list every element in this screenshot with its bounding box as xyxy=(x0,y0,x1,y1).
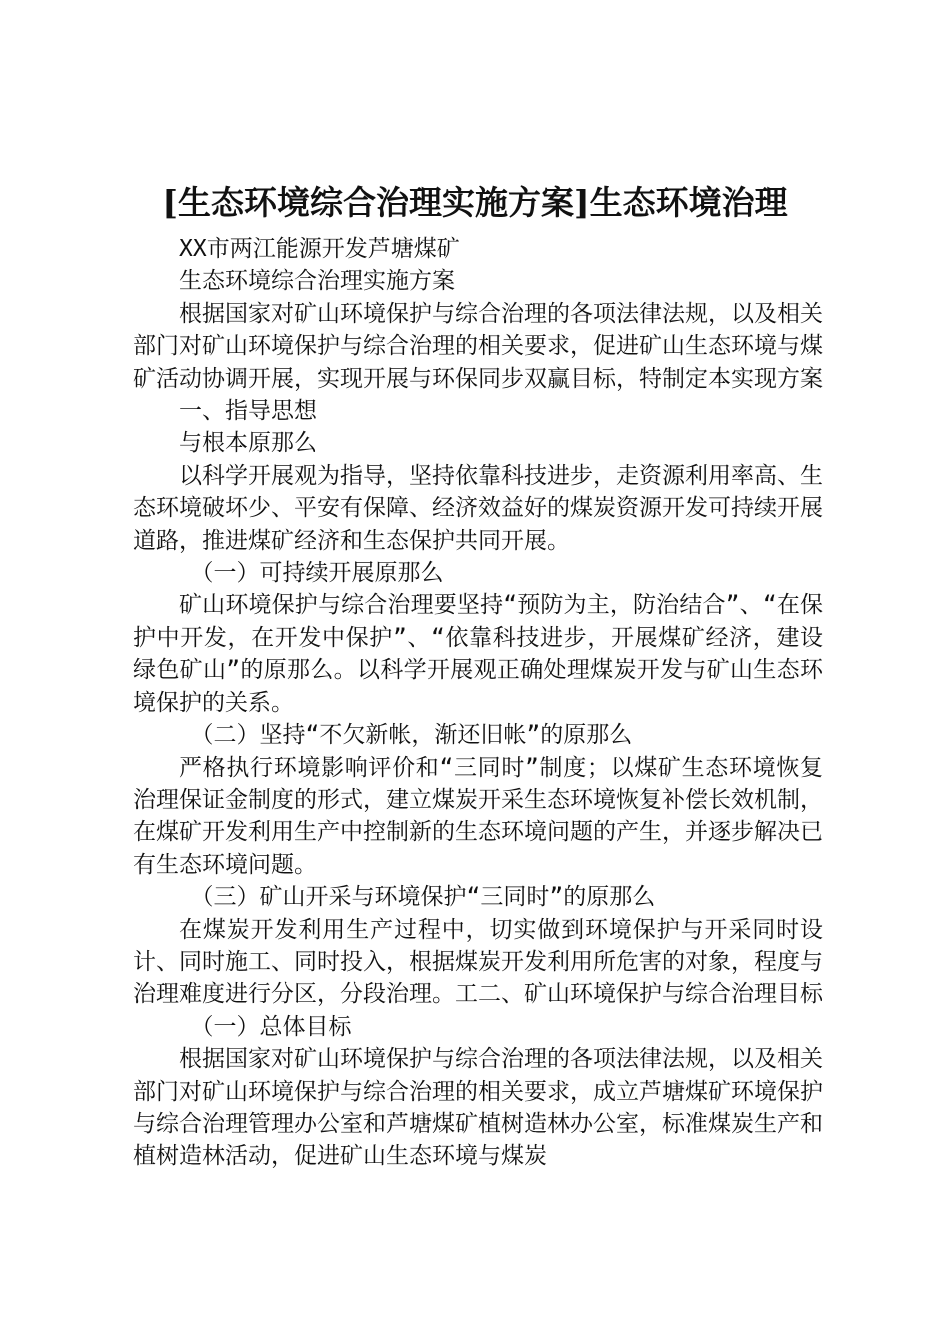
paragraph-three-simultaneous-principle: 在煤炭开发利用生产过程中，切实做到环境保护与开采同时设计、同时施工、同时投入，根据煤炭开发利用所危害的对象，程度与治理难度进行分区，分段治理。工二、矿山环境保护与综合治理目标 xyxy=(133,916,823,1008)
document-body xyxy=(133,233,823,1173)
paragraph-company-name: XX市两江能源开发芦塘煤矿 xyxy=(179,236,460,262)
paragraph-guiding-thought: 以科学开展观为指导，坚持依靠科技进步，走资源利用率高、生态环境破坏少、平安有保障、经济效益好的煤炭资源开发可持续开展道路，推进煤矿经济和生态保护共同开展。 xyxy=(133,462,823,554)
paragraph-sustainable-principle: 矿山环境保护与综合治理要坚持“预防为主，防治结合”、“在保护中开发，在开发中保护”、“依靠科技进步，开展煤矿经济，建设绿色矿山”的原那么。以科学开展观正确处理煤炭开发与矿山生态环境保护的关系。 xyxy=(133,592,823,716)
heading-sustainable-principle: （一）可持续开展原那么 xyxy=(190,560,444,587)
heading-guiding-thought: 一、指导思想 xyxy=(179,398,317,425)
heading-basic-principles: 与根本原那么 xyxy=(179,430,317,457)
heading-overall-goal: （一）总体目标 xyxy=(190,1013,352,1040)
heading-three-simultaneous-principle: （三）矿山开采与环境保护“三同时”的原那么 xyxy=(190,884,656,911)
heading-no-new-debt-principle: （二）坚持“不欠新帐，渐还旧帐”的原那么 xyxy=(190,722,633,749)
paragraph-intro: 根据国家对矿山环境保护与综合治理的各项法律法规，以及相关部门对矿山环境保护与综合治理的相关要求，促进矿山生态环境与煤矿活动协调开展，实现开展与环保同步双赢目标，特制定本实现方案 xyxy=(133,300,823,392)
document-title: [生态环境综合治理实施方案]生态环境治理 xyxy=(162,183,788,222)
paragraph-overall-goal: 根据国家对矿山环境保护与综合治理的各项法律法规，以及相关部门对矿山环境保护与综合治理的相关要求，成立芦塘煤矿环境保护与综合治理管理办公室和芦塘煤矿植树造林办公室，标准煤炭生产和植树造林活动，促进矿山生态环境与煤炭 xyxy=(133,1046,823,1170)
paragraph-plan-subtitle: 生态环境综合治理实施方案 xyxy=(179,268,455,295)
paragraph-no-new-debt-principle: 严格执行环境影响评价和“三同时”制度；以煤矿生态环境恢复治理保证金制度的形式，建立煤炭开采生态环境恢复补偿长效机制，在煤矿开发利用生产中控制新的生态环境问题的产生，并逐步解决已有生态环境问题。 xyxy=(133,754,823,878)
